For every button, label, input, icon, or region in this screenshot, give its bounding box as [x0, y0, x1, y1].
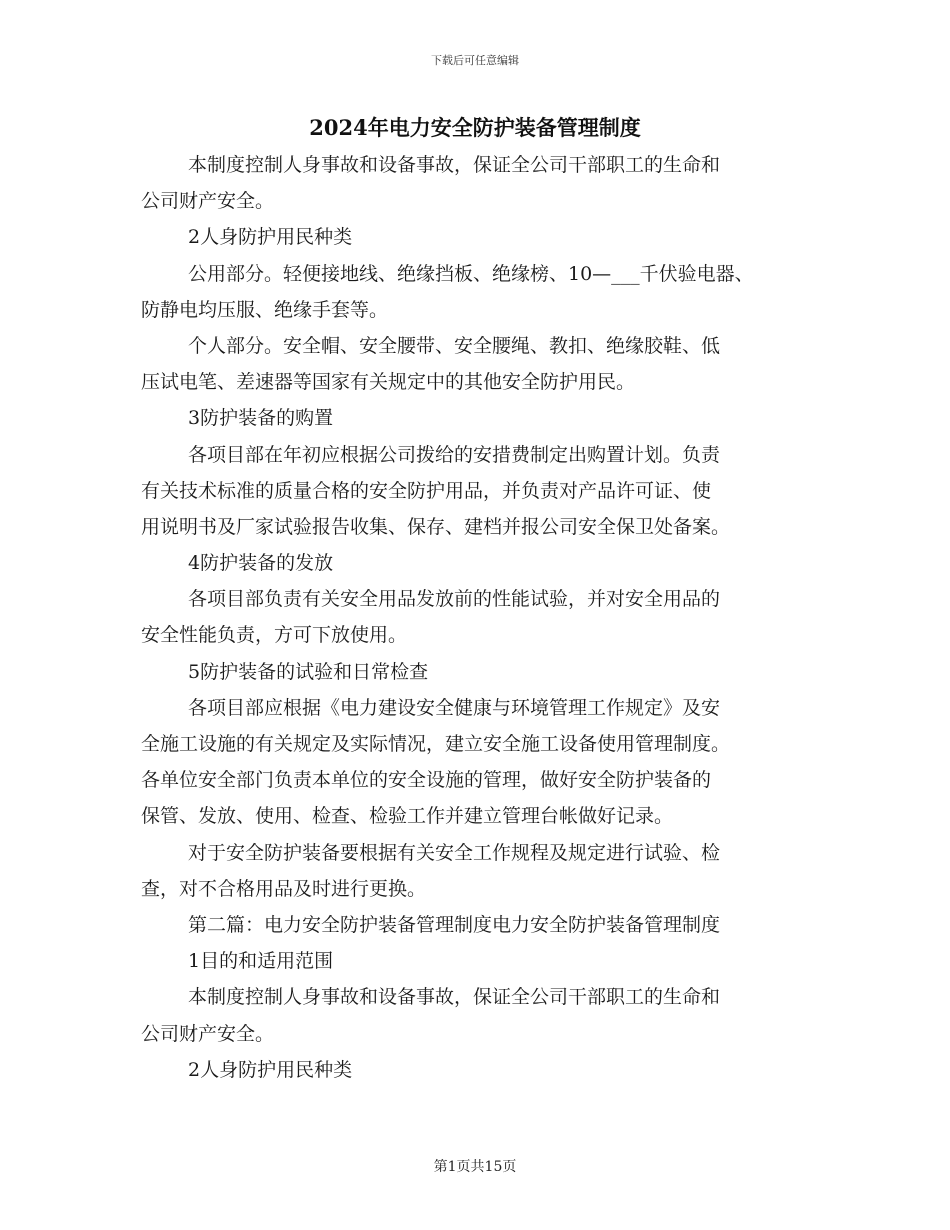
body-line: 对于安全防护装备要根据有关安全工作规程及规定进行试验、检 [188, 841, 721, 864]
body-line: 5防护装备的试验和日常检查 [188, 660, 429, 683]
body-line: 安全性能负责，方可下放使用。 [141, 624, 408, 647]
body-line: 用说明书及厂家试验报告收集、保存、建档并报公司安全保卫处备案。 [141, 515, 731, 538]
body-line: 有关技术标准的质量合格的安全防护用品，并负责对产品许可证、使 [141, 479, 712, 502]
body-line: 2人身防护用民种类 [188, 1058, 353, 1081]
body-line: 本制度控制人身事故和设备事故，保证全公司干部职工的生命和 [188, 154, 721, 176]
body-line: 防静电均压服、绝缘手套等。 [141, 298, 389, 321]
body-line: 4防护装备的发放 [188, 552, 334, 575]
body-line: 压试电笔、差速器等国家有关规定中的其他安全防护用民。 [141, 371, 636, 394]
body-line: 各单位安全部门负责本单位的安全设施的管理，做好安全防护装备的 [141, 769, 712, 792]
page-number: 第1页共15页 [433, 1159, 517, 1175]
body-line: 各项目部在年初应根据公司拨给的安措费制定出购置计划。负责 [188, 443, 721, 466]
body-line: 第二篇：电力安全防护装备管理制度电力安全防护装备管理制度 [188, 913, 721, 936]
body-line: 公司财产安全。 [141, 1022, 275, 1045]
body-line: 各项目部应根据《电力建设安全健康与环境管理工作规定》及安 [188, 696, 721, 719]
body-line: 保管、发放、使用、检查、检验工作并建立管理台帐做好记录。 [141, 805, 674, 828]
body-line: 查，对不合格用品及时进行更换。 [141, 877, 427, 900]
body-line: 3防护装备的购置 [188, 407, 334, 430]
body-line: 各项目部负责有关安全用品发放前的性能试验，并对安全用品的 [188, 588, 721, 611]
document-title: 2024年电力安全防护装备管理制度 [309, 115, 641, 140]
body-line: 个人部分。安全帽、安全腰带、安全腰绳、教扣、绝缘胶鞋、低 [188, 334, 721, 357]
document-body [141, 147, 831, 1088]
body-line: 公司财产安全。 [141, 190, 275, 213]
body-line: 公用部分。轻便接地线、绝缘挡板、绝缘榜、10—___千伏验电器、 [188, 262, 754, 285]
body-line: 本制度控制人身事故和设备事故，保证全公司干部职工的生命和 [188, 986, 721, 1009]
body-line: 1目的和适用范围 [188, 950, 334, 973]
body-line: 全施工设施的有关规定及实际情况，建立安全施工设备使用管理制度。 [141, 733, 731, 755]
body-line: 2人身防护用民种类 [188, 226, 353, 249]
download-note: 下载后可任意编辑 [431, 54, 519, 67]
